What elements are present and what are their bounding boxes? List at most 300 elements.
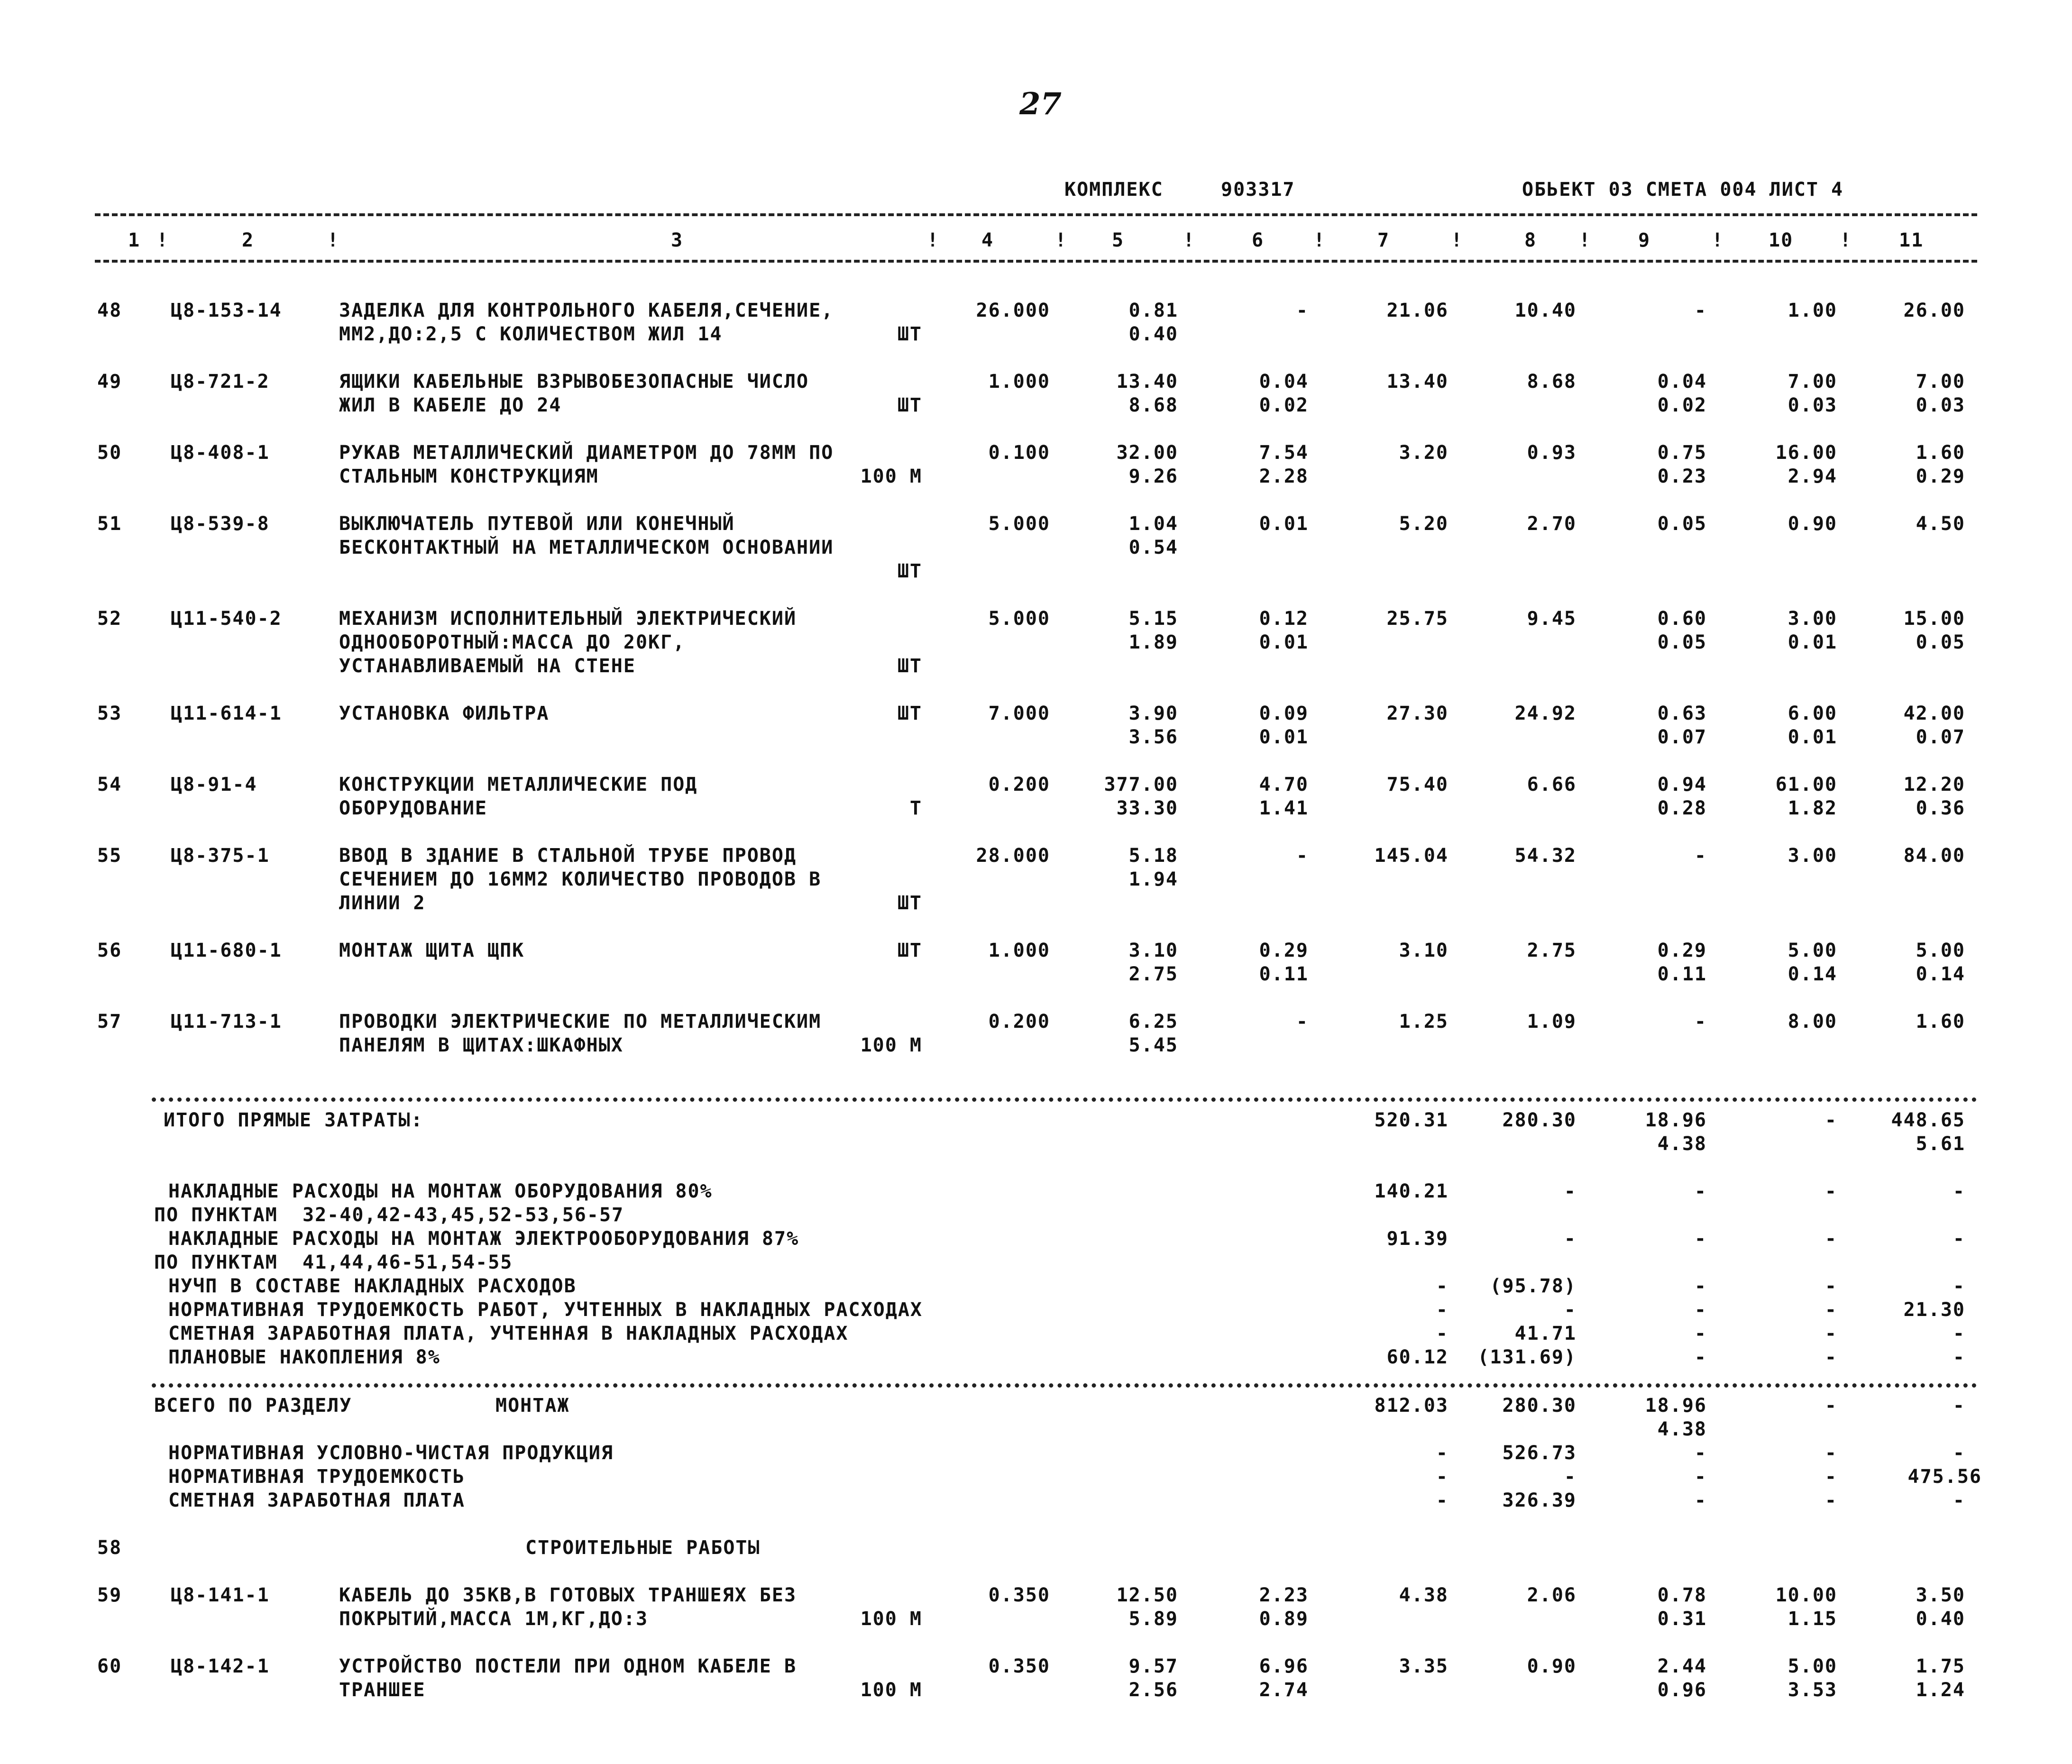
- item-col6: 0.12: [1259, 608, 1309, 630]
- item-col6: 7.54: [1259, 442, 1309, 464]
- item-col6: 0.02: [1259, 394, 1309, 416]
- item-description: КАБЕЛЬ ДО 35КВ,В ГОТОВЫХ ТРАНШЕЯХ БЕЗ: [339, 1584, 797, 1606]
- item-col5: 377.00: [1104, 774, 1178, 795]
- section-total-col9: 18.96: [1645, 1395, 1707, 1417]
- item-col9: 0.31: [1657, 1608, 1707, 1630]
- normative-label: СМЕТНАЯ ЗАРАБОТНАЯ ПЛАТА: [168, 1490, 465, 1511]
- item-code: Ц11-540-2: [171, 608, 282, 630]
- item-col6: -: [1296, 845, 1309, 867]
- item-code: Ц11-614-1: [171, 703, 282, 724]
- overhead-col10: -: [1824, 1275, 1837, 1297]
- overhead-label: НАКЛАДНЫЕ РАСХОДЫ НА МОНТАЖ ЭЛЕКТРООБОРУДОВАНИЯ 87%: [168, 1228, 799, 1250]
- item-description: РУКАВ МЕТАЛЛИЧЕСКИЙ ДИАМЕТРОМ ДО 78ММ ПО: [339, 442, 834, 464]
- item-code: Ц8-539-8: [171, 513, 270, 535]
- item-code: Ц8-153-14: [171, 300, 282, 321]
- overhead-label: НУЧП В СОСТАВЕ НАКЛАДНЫХ РАСХОДОВ: [168, 1275, 577, 1297]
- item-col5: 2.75: [1128, 963, 1178, 985]
- item-description: ПАНЕЛЯМ В ЩИТАХ:ШКАФНЫХ: [339, 1034, 623, 1056]
- item-description: ОДНООБОРОТНЫЙ:МАССА ДО 20КГ,: [339, 631, 686, 653]
- normative-col11: 475.56: [1907, 1466, 1982, 1488]
- item-col8: 0.93: [1527, 442, 1577, 464]
- item-col5: 5.15: [1128, 608, 1178, 630]
- item-col11: 15.00: [1903, 608, 1965, 630]
- item-col8: 2.70: [1527, 513, 1577, 535]
- item-description: УСТРОЙСТВО ПОСТЕЛИ ПРИ ОДНОМ КАБЕЛЕ В: [339, 1655, 797, 1677]
- item-col10: 1.00: [1788, 300, 1837, 321]
- overhead-col11: -: [1953, 1323, 1965, 1344]
- item-number: 56: [97, 940, 122, 961]
- item-number: 54: [97, 774, 122, 795]
- normative-col11: -: [1953, 1490, 1965, 1511]
- header-rule-bottom: [95, 260, 1977, 263]
- item-col5: 1.89: [1128, 631, 1178, 653]
- item-col8: 24.92: [1514, 703, 1577, 724]
- overhead-label: НАКЛАДНЫЕ РАСХОДЫ НА МОНТАЖ ОБОРУДОВАНИЯ 80%: [168, 1180, 713, 1202]
- column-number: 9: [1638, 229, 1651, 251]
- item-col10: 0.14: [1788, 963, 1837, 985]
- item-quantity: 1.000: [988, 940, 1050, 961]
- item-col5: 3.90: [1128, 703, 1178, 724]
- item-number: 52: [97, 608, 122, 630]
- section-total-label: ВСЕГО ПО РАЗДЕЛУ: [154, 1395, 352, 1417]
- normative-col9: -: [1694, 1442, 1707, 1464]
- item-col6: -: [1296, 1011, 1309, 1033]
- item-col7: 5.20: [1399, 513, 1449, 535]
- item-number: 49: [97, 371, 122, 393]
- overhead-col11: -: [1953, 1275, 1965, 1297]
- item-quantity: 0.100: [988, 442, 1050, 464]
- item-unit: ШТ: [897, 394, 922, 416]
- direct-costs-col8: 280.30: [1502, 1109, 1577, 1131]
- overhead-col8: -: [1564, 1180, 1577, 1202]
- item-col10: 3.00: [1788, 608, 1837, 630]
- item-col11: 12.20: [1903, 774, 1965, 795]
- item-description: СТАЛЬНЫМ КОНСТРУКЦИЯМ: [339, 466, 599, 487]
- item-description: ЯЩИКИ КАБЕЛЬНЫЕ ВЗРЫВОБЕЗОПАСНЫЕ ЧИСЛО: [339, 371, 809, 393]
- item-col9: -: [1694, 1011, 1707, 1033]
- column-number: 2: [242, 229, 255, 251]
- column-number: 7: [1377, 229, 1390, 251]
- item-col6: 0.01: [1259, 726, 1309, 748]
- item-col9: 0.63: [1657, 703, 1707, 724]
- item-description: ВЫКЛЮЧАТЕЛЬ ПУТЕВОЙ ИЛИ КОНЕЧНЫЙ: [339, 513, 735, 535]
- item-col8: 0.90: [1527, 1655, 1577, 1677]
- normative-col8: 326.39: [1502, 1490, 1577, 1511]
- normative-label: НОРМАТИВНАЯ ТРУДОЕМКОСТЬ: [168, 1466, 465, 1488]
- item-col5: 1.04: [1128, 513, 1178, 535]
- item-col9: 0.78: [1657, 1584, 1707, 1606]
- item-col7: 3.10: [1399, 940, 1449, 961]
- item-col9: 0.02: [1657, 394, 1707, 416]
- item-col10: 8.00: [1788, 1011, 1837, 1033]
- item-col10: 2.94: [1788, 466, 1837, 487]
- overhead-label: НОРМАТИВНАЯ ТРУДОЕМКОСТЬ РАБОТ, УЧТЕННЫХ В НАКЛАДНЫХ РАСХОДАХ: [168, 1299, 923, 1321]
- item-number: 53: [97, 703, 122, 724]
- overhead-label: ПЛАНОВЫЕ НАКОПЛЕНИЯ 8%: [168, 1346, 440, 1368]
- item-col6: 2.23: [1259, 1584, 1309, 1606]
- overhead-col11: 21.30: [1903, 1299, 1965, 1321]
- item-col5: 5.45: [1128, 1034, 1178, 1056]
- item-col10: 16.00: [1775, 442, 1837, 464]
- header-rule-top: [95, 213, 1977, 216]
- item-col6: 0.01: [1259, 513, 1309, 535]
- item-col11: 3.50: [1916, 1584, 1965, 1606]
- item-col8: 10.40: [1514, 300, 1577, 321]
- item-col9: 0.23: [1657, 466, 1707, 487]
- column-number: 10: [1769, 229, 1794, 251]
- item-description: БЕСКОНТАКТНЫЙ НА МЕТАЛЛИЧЕСКОМ ОСНОВАНИИ: [339, 537, 834, 558]
- column-separator: !: [156, 229, 169, 251]
- section-total-col7: 812.03: [1374, 1395, 1449, 1417]
- complex-number: 903317: [1221, 179, 1295, 201]
- overhead-col7: -: [1436, 1323, 1449, 1344]
- overhead-col8: (95.78): [1490, 1275, 1577, 1297]
- item-col5: 5.18: [1128, 845, 1178, 867]
- item-col10: 0.03: [1788, 394, 1837, 416]
- overhead-label: СМЕТНАЯ ЗАРАБОТНАЯ ПЛАТА, УЧТЕННАЯ В НАКЛАДНЫХ РАСХОДАХ: [168, 1323, 849, 1344]
- item-quantity: 28.000: [976, 845, 1050, 867]
- overhead-col7: 60.12: [1386, 1346, 1449, 1368]
- column-separator: !: [1313, 229, 1326, 251]
- item-description: ВВОД В ЗДАНИЕ В СТАЛЬНОЙ ТРУБЕ ПРОВОД: [339, 845, 797, 867]
- direct-costs-col9: 18.96: [1645, 1109, 1707, 1131]
- section-number: 58: [97, 1537, 122, 1559]
- item-col10: 7.00: [1788, 371, 1837, 393]
- item-col10: 6.00: [1788, 703, 1837, 724]
- column-separator: !: [1183, 229, 1196, 251]
- item-col6: 2.28: [1259, 466, 1309, 487]
- item-code: Ц8-91-4: [171, 774, 257, 795]
- item-col5: 8.68: [1128, 394, 1178, 416]
- section-total-col9: 4.38: [1657, 1418, 1707, 1440]
- item-col8: 2.75: [1527, 940, 1577, 961]
- item-number: 50: [97, 442, 122, 464]
- item-unit: ШТ: [897, 323, 922, 345]
- item-col8: 1.09: [1527, 1011, 1577, 1033]
- item-col11: 0.36: [1916, 797, 1965, 819]
- item-col11: 26.00: [1903, 300, 1965, 321]
- direct-costs-label: ИТОГО ПРЯМЫЕ ЗАТРАТЫ:: [164, 1109, 423, 1131]
- item-col7: 13.40: [1386, 371, 1449, 393]
- item-col8: 2.06: [1527, 1584, 1577, 1606]
- overhead-col9: -: [1694, 1228, 1707, 1250]
- item-col11: 0.05: [1916, 631, 1965, 653]
- item-col5: 0.81: [1128, 300, 1178, 321]
- item-quantity: 0.200: [988, 774, 1050, 795]
- item-unit: ШТ: [897, 655, 922, 677]
- section-title: СТРОИТЕЛЬНЫЕ РАБОТЫ: [525, 1537, 761, 1559]
- column-separator: !: [927, 229, 940, 251]
- item-col10: 0.90: [1788, 513, 1837, 535]
- overhead-col9: -: [1694, 1180, 1707, 1202]
- item-col6: 0.09: [1259, 703, 1309, 724]
- item-description: ТРАНШЕЕ: [339, 1679, 426, 1701]
- item-description: ЖИЛ В КАБЕЛЕ ДО 24: [339, 394, 562, 416]
- item-col7: 4.38: [1399, 1584, 1449, 1606]
- overhead-col8: -: [1564, 1299, 1577, 1321]
- item-col6: 0.29: [1259, 940, 1309, 961]
- item-code: Ц8-721-2: [171, 371, 270, 393]
- overhead-col7: 140.21: [1374, 1180, 1449, 1202]
- normative-col7: -: [1436, 1466, 1449, 1488]
- item-unit: 100 М: [860, 1608, 922, 1630]
- item-code: Ц11-713-1: [171, 1011, 282, 1033]
- item-col6: 6.96: [1259, 1655, 1309, 1677]
- item-col5: 3.10: [1128, 940, 1178, 961]
- item-code: Ц8-141-1: [171, 1584, 270, 1606]
- item-col10: 1.82: [1788, 797, 1837, 819]
- overhead-col9: -: [1694, 1299, 1707, 1321]
- item-col7: 3.35: [1399, 1655, 1449, 1677]
- item-col11: 1.75: [1916, 1655, 1965, 1677]
- item-description: ПОКРЫТИЙ,МАССА 1М,КГ,ДО:3: [339, 1608, 649, 1630]
- overhead-col8: 41.71: [1514, 1323, 1577, 1344]
- item-col9: 0.60: [1657, 608, 1707, 630]
- item-col11: 42.00: [1903, 703, 1965, 724]
- item-col6: 2.74: [1259, 1679, 1309, 1701]
- normative-col10: -: [1824, 1442, 1837, 1464]
- item-col9: 0.96: [1657, 1679, 1707, 1701]
- item-number: 55: [97, 845, 122, 867]
- item-col11: 1.24: [1916, 1679, 1965, 1701]
- item-col5: 0.40: [1128, 323, 1178, 345]
- item-unit: 100 М: [860, 466, 922, 487]
- normative-col7: -: [1436, 1442, 1449, 1464]
- object-info: ОБЬЕКТ 03 СМЕТА 004 ЛИСТ 4: [1522, 179, 1844, 201]
- item-col9: -: [1694, 300, 1707, 321]
- column-number: 8: [1524, 229, 1537, 251]
- item-col11: 0.14: [1916, 963, 1965, 985]
- item-description: ЗАДЕЛКА ДЛЯ КОНТРОЛЬНОГО КАБЕЛЯ,СЕЧЕНИЕ,: [339, 300, 834, 321]
- item-col7: 21.06: [1386, 300, 1449, 321]
- item-quantity: 0.350: [988, 1655, 1050, 1677]
- item-description: ЛИНИИ 2: [339, 892, 426, 914]
- overhead-col10: -: [1824, 1323, 1837, 1344]
- overhead-col8: -: [1564, 1228, 1577, 1250]
- complex-label: КОМПЛЕКС: [1064, 179, 1164, 201]
- item-col9: 0.75: [1657, 442, 1707, 464]
- overhead-col9: -: [1694, 1275, 1707, 1297]
- overhead-col7: 91.39: [1386, 1228, 1449, 1250]
- item-col10: 61.00: [1775, 774, 1837, 795]
- item-description: МЕХАНИЗМ ИСПОЛНИТЕЛЬНЫЙ ЭЛЕКТРИЧЕСКИЙ: [339, 608, 797, 630]
- item-unit: ШТ: [897, 892, 922, 914]
- item-col5: 6.25: [1128, 1011, 1178, 1033]
- item-col6: 0.04: [1259, 371, 1309, 393]
- item-quantity: 0.350: [988, 1584, 1050, 1606]
- item-col7: 25.75: [1386, 608, 1449, 630]
- item-col7: 27.30: [1386, 703, 1449, 724]
- item-col11: 4.50: [1916, 513, 1965, 535]
- item-col9: 0.28: [1657, 797, 1707, 819]
- overhead-col10: -: [1824, 1228, 1837, 1250]
- item-description: КОНСТРУКЦИИ МЕТАЛЛИЧЕСКИЕ ПОД: [339, 774, 698, 795]
- item-col6: 0.01: [1259, 631, 1309, 653]
- item-quantity: 0.200: [988, 1011, 1050, 1033]
- item-unit: 100 М: [860, 1679, 922, 1701]
- normative-col7: -: [1436, 1490, 1449, 1511]
- column-number: 6: [1252, 229, 1265, 251]
- overhead-col11: -: [1953, 1180, 1965, 1202]
- normative-col11: -: [1953, 1442, 1965, 1464]
- item-col7: 75.40: [1386, 774, 1449, 795]
- item-col5: 33.30: [1116, 797, 1178, 819]
- item-unit: ШТ: [897, 703, 922, 724]
- overhead-label: ПО ПУНКТАМ 41,44,46-51,54-55: [154, 1252, 513, 1273]
- direct-costs-col7: 520.31: [1374, 1109, 1449, 1131]
- item-col5: 32.00: [1116, 442, 1178, 464]
- normative-col8: 526.73: [1502, 1442, 1577, 1464]
- direct-costs-col10: -: [1824, 1109, 1837, 1131]
- item-col7: 145.04: [1374, 845, 1449, 867]
- item-col9: 0.07: [1657, 726, 1707, 748]
- item-quantity: 1.000: [988, 371, 1050, 393]
- item-col10: 0.01: [1788, 631, 1837, 653]
- item-col9: 0.94: [1657, 774, 1707, 795]
- item-col9: 0.05: [1657, 631, 1707, 653]
- section-total-name: МОНТАЖ: [495, 1395, 570, 1417]
- normative-label: НОРМАТИВНАЯ УСЛОВНО-ЧИСТАЯ ПРОДУКЦИЯ: [168, 1442, 614, 1464]
- item-col11: 0.40: [1916, 1608, 1965, 1630]
- item-col5: 3.56: [1128, 726, 1178, 748]
- item-col9: 0.05: [1657, 513, 1707, 535]
- column-separator: !: [1055, 229, 1068, 251]
- item-col11: 1.60: [1916, 442, 1965, 464]
- normative-col9: -: [1694, 1490, 1707, 1511]
- item-col9: 0.04: [1657, 371, 1707, 393]
- dotted-rule-section-total: [152, 1383, 1977, 1388]
- column-separator: !: [327, 229, 340, 251]
- direct-costs-col11: 448.65: [1891, 1109, 1965, 1131]
- item-unit: 100 М: [860, 1034, 922, 1056]
- item-col7: 1.25: [1399, 1011, 1449, 1033]
- item-col6: 1.41: [1259, 797, 1309, 819]
- item-quantity: 5.000: [988, 608, 1050, 630]
- normative-col9: -: [1694, 1466, 1707, 1488]
- item-number: 48: [97, 300, 122, 321]
- item-description: СЕЧЕНИЕМ ДО 16ММ2 КОЛИЧЕСТВО ПРОВОДОВ В: [339, 868, 822, 890]
- item-col10: 0.01: [1788, 726, 1837, 748]
- item-col7: 3.20: [1399, 442, 1449, 464]
- column-number: 3: [671, 229, 684, 251]
- section-total-col11: -: [1953, 1395, 1965, 1417]
- normative-col10: -: [1824, 1466, 1837, 1488]
- item-col6: 4.70: [1259, 774, 1309, 795]
- item-col9: -: [1694, 845, 1707, 867]
- item-code: Ц8-142-1: [171, 1655, 270, 1677]
- item-description: УСТАНОВКА ФИЛЬТРА: [339, 703, 550, 724]
- column-separator: !: [1579, 229, 1592, 251]
- item-col10: 10.00: [1775, 1584, 1837, 1606]
- item-code: Ц8-375-1: [171, 845, 270, 867]
- item-number: 59: [97, 1584, 122, 1606]
- column-number: 5: [1112, 229, 1125, 251]
- direct-costs-col11: 5.61: [1916, 1133, 1965, 1155]
- direct-costs-col9: 4.38: [1657, 1133, 1707, 1155]
- column-separator: !: [1451, 229, 1464, 251]
- item-col5: 13.40: [1116, 371, 1178, 393]
- overhead-col10: -: [1824, 1346, 1837, 1368]
- item-col6: 0.11: [1259, 963, 1309, 985]
- item-col8: 6.66: [1527, 774, 1577, 795]
- item-col10: 5.00: [1788, 940, 1837, 961]
- item-quantity: 26.000: [976, 300, 1050, 321]
- item-quantity: 7.000: [988, 703, 1050, 724]
- item-description: ПРОВОДКИ ЭЛЕКТРИЧЕСКИЕ ПО МЕТАЛЛИЧЕСКИМ: [339, 1011, 822, 1033]
- item-col8: 54.32: [1514, 845, 1577, 867]
- overhead-col8: (131.69): [1477, 1346, 1577, 1368]
- item-code: Ц11-680-1: [171, 940, 282, 961]
- item-col10: 3.53: [1788, 1679, 1837, 1701]
- overhead-col7: -: [1436, 1275, 1449, 1297]
- item-col8: 8.68: [1527, 371, 1577, 393]
- overhead-label: ПО ПУНКТАМ 32-40,42-43,45,52-53,56-57: [154, 1204, 624, 1226]
- item-col5: 9.57: [1128, 1655, 1178, 1677]
- column-number: 4: [981, 229, 994, 251]
- overhead-col10: -: [1824, 1180, 1837, 1202]
- section-total-col8: 280.30: [1502, 1395, 1577, 1417]
- item-number: 51: [97, 513, 122, 535]
- item-number: 60: [97, 1655, 122, 1677]
- item-col5: 1.94: [1128, 868, 1178, 890]
- item-number: 57: [97, 1011, 122, 1033]
- item-col11: 7.00: [1916, 371, 1965, 393]
- item-description: ОБОРУДОВАНИЕ: [339, 797, 487, 819]
- normative-col10: -: [1824, 1490, 1837, 1511]
- item-col11: 0.07: [1916, 726, 1965, 748]
- overhead-col9: -: [1694, 1346, 1707, 1368]
- item-description: УСТАНАВЛИВАЕМЫЙ НА СТЕНЕ: [339, 655, 636, 677]
- item-code: Ц8-408-1: [171, 442, 270, 464]
- item-col5: 0.54: [1128, 537, 1178, 558]
- item-col9: 2.44: [1657, 1655, 1707, 1677]
- item-col5: 2.56: [1128, 1679, 1178, 1701]
- item-col10: 5.00: [1788, 1655, 1837, 1677]
- overhead-col11: -: [1953, 1228, 1965, 1250]
- item-col10: 3.00: [1788, 845, 1837, 867]
- item-col5: 12.50: [1116, 1584, 1178, 1606]
- item-unit: ШТ: [897, 560, 922, 582]
- item-col5: 9.26: [1128, 466, 1178, 487]
- overhead-col7: -: [1436, 1299, 1449, 1321]
- item-col11: 84.00: [1903, 845, 1965, 867]
- item-col6: -: [1296, 300, 1309, 321]
- column-number: 11: [1899, 229, 1924, 251]
- item-col5: 5.89: [1128, 1608, 1178, 1630]
- item-col9: 0.29: [1657, 940, 1707, 961]
- item-col10: 1.15: [1788, 1608, 1837, 1630]
- item-description: ММ2,ДО:2,5 С КОЛИЧЕСТВОМ ЖИЛ 14: [339, 323, 723, 345]
- column-separator: !: [1712, 229, 1724, 251]
- item-unit: Т: [909, 797, 922, 819]
- item-col8: 9.45: [1527, 608, 1577, 630]
- item-col11: 1.60: [1916, 1011, 1965, 1033]
- page-number: 27: [1019, 86, 1062, 122]
- item-description: МОНТАЖ ЩИТА ЩПК: [339, 940, 525, 961]
- item-col6: 0.89: [1259, 1608, 1309, 1630]
- item-col9: 0.11: [1657, 963, 1707, 985]
- item-quantity: 5.000: [988, 513, 1050, 535]
- section-total-col10: -: [1824, 1395, 1837, 1417]
- overhead-col11: -: [1953, 1346, 1965, 1368]
- item-col11: 0.29: [1916, 466, 1965, 487]
- dotted-rule-direct-costs: [152, 1097, 1977, 1102]
- column-number: 1: [128, 229, 141, 251]
- item-col11: 5.00: [1916, 940, 1965, 961]
- column-separator: !: [1840, 229, 1852, 251]
- overhead-col10: -: [1824, 1299, 1837, 1321]
- overhead-col9: -: [1694, 1323, 1707, 1344]
